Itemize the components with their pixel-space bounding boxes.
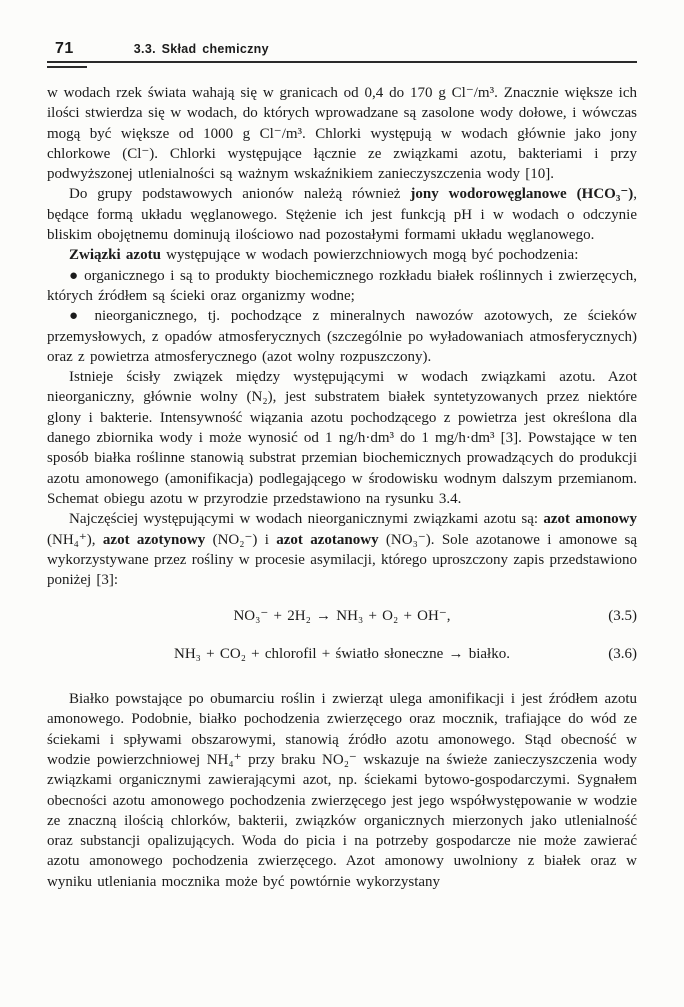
text-run: , będące formą układu węglanowego. Stężenie ich jest funkcją pH i w wodach o odczynie bliskim obojętnemu dominują ilościowo nad pozostałymi formami układu węglanowego.	[47, 186, 637, 244]
running-title: 3.3. Skład chemiczny	[133, 42, 269, 56]
paragraph	[47, 83, 637, 184]
bold-text-run: jony wodorowęglanowe (HCO₃⁻)	[410, 186, 634, 203]
paragraph	[47, 184, 637, 245]
text-run: Białko powstające po obumarciu roślin i zwierząt ulega amonifikacji i jest źródłem azotu amonowego. Podobnie, białko pochodzenia zwierzęcego oraz mocznik, trafiające do wód ze ściekami i spływami obszarowymi, stanowią źródło azotu amonowego. Stąd obecność w wodzie powierzchniowej NH₄⁺ przy braku NO₂⁻ wskazuje na świeże zanieczyszczenia wody związkami organicznymi zawierającymi azot, np. ściekami bytowo-gospodarczymi. Sygnałem obecności azotu amonowego pochodzenia zwierzęcego jest jego współwystępowanie w wodzie ze znaczną ilością chlorków, bakterii, związków organicznych mierzonych jako utlenialność oraz substancji opalizujących. Woda do picia i na potrzeby gospodarcze nie może zawierać azotu amonowego pochodzenia zwierzęcego. Azot amonowy uwolniony z białek oraz w wyniku utleniania mocznika może być powtórnie wykorzystany	[47, 691, 637, 890]
text-run: Istnieje ścisły związek między występującymi w wodach związkami azotu. Azot nieorganiczny, głównie wolny (N₂), jest substratem białek syntetyzowanych przez niektóre glony i bakterie. Intensywność wiązania azotu pochodzącego z powietrza jest określona dla danego zbiornika wody i może wynosić od 1 ng/h·dm³ do 1 mg/h·dm³ [3]. Powstające w ten sposób białka roślinne stanowią substrat przemian biochemicznych prowadzących do produkcji azotu amonowego (amonifikacja) podlegającego w środowisku wodnym dalszym przemianom. Schemat obiegu azotu w przyrodzie przedstawiono na rysunku 3.4.	[47, 369, 637, 507]
text-run: (NO₂⁻) i	[205, 531, 277, 548]
bullet-paragraph	[47, 306, 637, 367]
text-run: (NH₄⁺),	[47, 531, 103, 548]
text-run: ● nieorganicznego, tj. pochodzące z mineralnych nawozów azotowych, ze ścieków przemysłowych, z opadów atmosferycznych (szczególnie po wyładowaniach atmosferycznych) oraz z powietrza atmosferycznego (azot wolny rozpuszczony).	[47, 308, 637, 365]
equation-number: (3.5)	[608, 608, 637, 625]
equation-number: (3.6)	[608, 645, 637, 662]
equation-formula: NO₃⁻ + 2H₂ → NH₃ + O₂ + OH⁻,	[233, 608, 451, 625]
paragraph	[47, 245, 637, 265]
paragraph	[47, 367, 637, 509]
text-run: Najczęściej występującymi w wodach nieorganicznymi związkami azotu są:	[69, 511, 544, 528]
paragraph	[47, 689, 637, 892]
bold-text-run: Związki azotu	[69, 247, 161, 264]
body-text	[47, 83, 637, 892]
bold-text-run: azot azotynowy	[102, 531, 206, 548]
paragraph	[47, 509, 637, 590]
equation	[47, 644, 637, 664]
text-run: Do grupy podstawowych anionów należą również	[69, 186, 411, 203]
text-run: występujące w wodach powierzchniowych mogą być pochodzenia:	[160, 247, 579, 264]
equation	[47, 606, 637, 626]
page-number-underline	[47, 66, 87, 68]
text-run: ● organicznego i są to produkty biochemicznego rozkładu białek roślinnych i zwierzęcych, których źródłem są ścieki oraz organizmy wodne;	[47, 267, 637, 304]
bold-text-run: azot amonowy	[543, 511, 637, 528]
bold-text-run: azot azotanowy	[276, 531, 379, 548]
equation-formula: NH₃ + CO₂ + chlorofil + światło słoneczne → białko.	[174, 645, 510, 662]
page-number: 71	[55, 40, 74, 57]
page-header	[55, 40, 637, 58]
text-run: w wodach rzek świata wahają się w granicach od 0,4 do 170 g Cl⁻/m³. Znacznie większe ich ilości stwierdza się w wodach, do których wprowadzane są zasolone wody dołowe, i wówczas mogą być większe od 1000 g Cl⁻/m³. Chlorki występują w wodach głównie jako jony chlorkowe (Cl⁻). Chlorki występujące łącznie ze związkami azotu, bakteriami i przy podwyższonej utlenialności są ważnym wskaźnikiem zanieczyszczenia wody [10].	[47, 85, 637, 183]
bullet-paragraph	[47, 266, 637, 307]
header-rule	[47, 61, 637, 63]
text-run: (NO₃⁻). Sole azotanowe i amonowe są wykorzystywane przez rośliny w procesie asymilacji, którego uproszczony zapis przedstawiono poniżej [3]:	[47, 531, 637, 589]
